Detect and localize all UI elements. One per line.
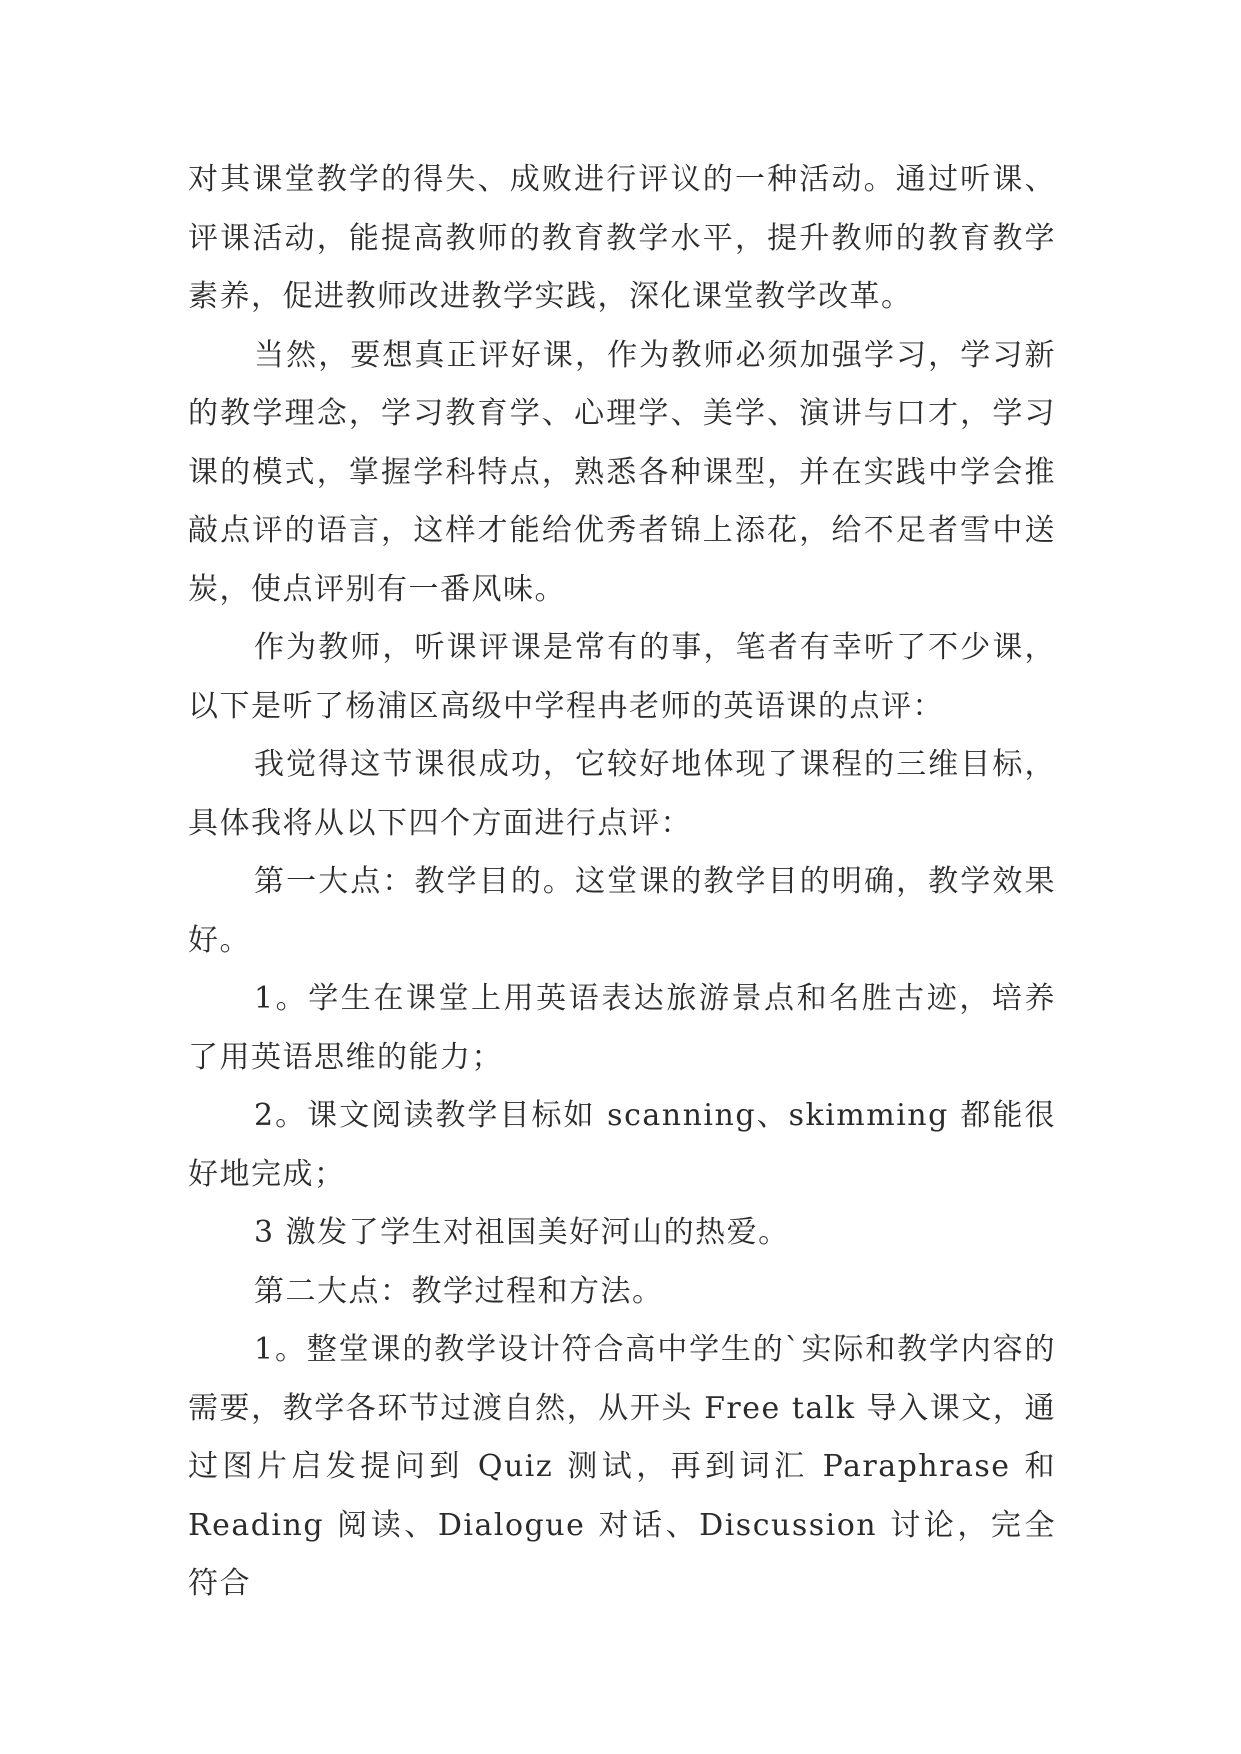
paragraph-8: 3 激发了学生对祖国美好河山的热爱。 (254, 1215, 790, 1250)
paragraph-9: 第二大点：教学过程和方法。 (254, 1273, 664, 1309)
paragraph-2: 当然，要想真正评好课，作为教师必须加强学习，学习新的教学理念，学习教育学、心理学、美学、演讲与口才，学习课的模式，掌握学科特点，熟悉各种课型，并在实践中学会推敲点评的语言，这样才能给优秀者锦上添花，给不足者雪中送炭，使点评别有一番风味。 (188, 337, 1056, 607)
paragraph-6: 1。学生在课堂上用英语表达旅游景点和名胜古迹，培养了用英语思维的能力； (188, 981, 1056, 1075)
paragraph-5: 第一大点：教学目的。这堂课的教学目的明确，教学效果好。 (188, 864, 1056, 958)
paragraph-1: 对其课堂教学的得失、成败进行评议的一种活动。通过听课、评课活动，能提高教师的教育教学水平，提升教师的教育教学素养，促进教师改进教学实践，深化课堂教学改革。 (188, 162, 1056, 314)
paragraph-3: 作为教师，听课评课是常有的事，笔者有幸听了不少课，以下是听了杨浦区高级中学程冉老师的英语课的点评： (188, 630, 1056, 724)
paragraph-10: 1。整堂课的教学设计符合高中学生的`实际和教学内容的需要，教学各环节过渡自然，从开头 Free talk 导入课文，通过图片启发提问到 Quiz 测试，再到词汇 Paraphrase 和 Reading 阅读、Dialogue 对话、Discussion 讨论，完全符合 (188, 1332, 1056, 1601)
document-body (188, 151, 1056, 1614)
paragraph-4: 我觉得这节课很成功，它较好地体现了课程的三维目标，具体我将从以下四个方面进行点评： (188, 747, 1056, 841)
paragraph-7: 2。课文阅读教学目标如 scanning、skimming 都能很好地完成； (188, 1098, 1056, 1192)
